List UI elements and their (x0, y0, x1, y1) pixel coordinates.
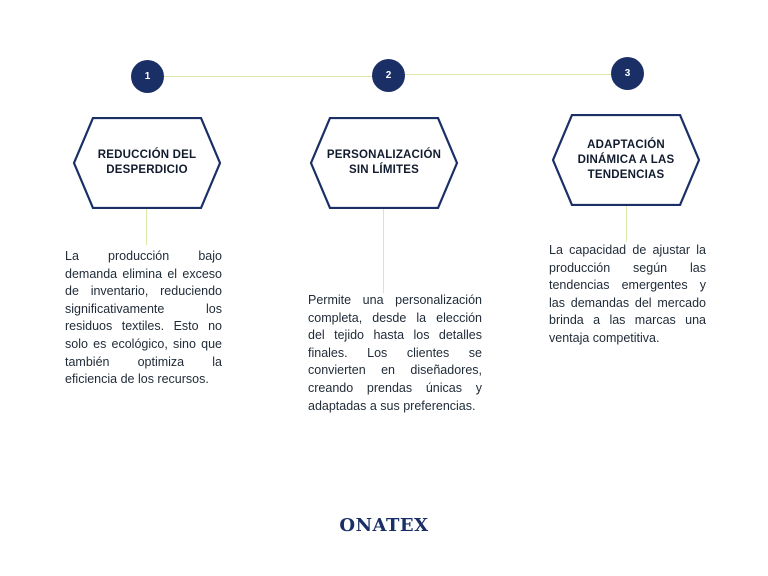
step-1-description: La producción bajo demanda elimina el exceso de inventario, reduciendo significativamente los residuos textiles. Esto no solo es ecológico, sino que también optimiza la eficiencia de los recursos. (65, 249, 222, 387)
step-3-number: 3 (611, 57, 644, 90)
step-2-connector (383, 209, 384, 293)
step-2-title: PERSONALIZACIÓN SIN LÍMITES (326, 149, 442, 176)
step-3-description: La capacidad de ajustar la producción según las tendencias emergentes y las demandas del mercado brinda a las marcas una ventaja competitiva. (549, 243, 706, 345)
step-2-number: 2 (372, 59, 405, 92)
step-1-number: 1 (131, 60, 164, 93)
step-1-title: REDUCCIÓN DEL DESPERDICIO (97, 149, 197, 176)
step-3-connector (626, 206, 627, 242)
step-3-title: ADAPTACIÓN DINÁMICA A LAS TENDENCIAS (577, 138, 675, 181)
step-2-description: Permite una personalización completa, desde la elección del tejido hasta los detalles finales. Los clientes se convierten en diseñadores, creando prendas únicas y adaptadas a sus preferencias. (308, 293, 482, 413)
step-2-hexagon (309, 117, 459, 209)
step-1-connector (146, 209, 147, 245)
step-1-hexagon (72, 117, 222, 209)
brand-logo: ONATEX (339, 515, 429, 536)
step-3-hexagon (551, 114, 701, 206)
timeline-line-2-3 (405, 74, 611, 75)
timeline-line-1-2 (164, 76, 374, 77)
